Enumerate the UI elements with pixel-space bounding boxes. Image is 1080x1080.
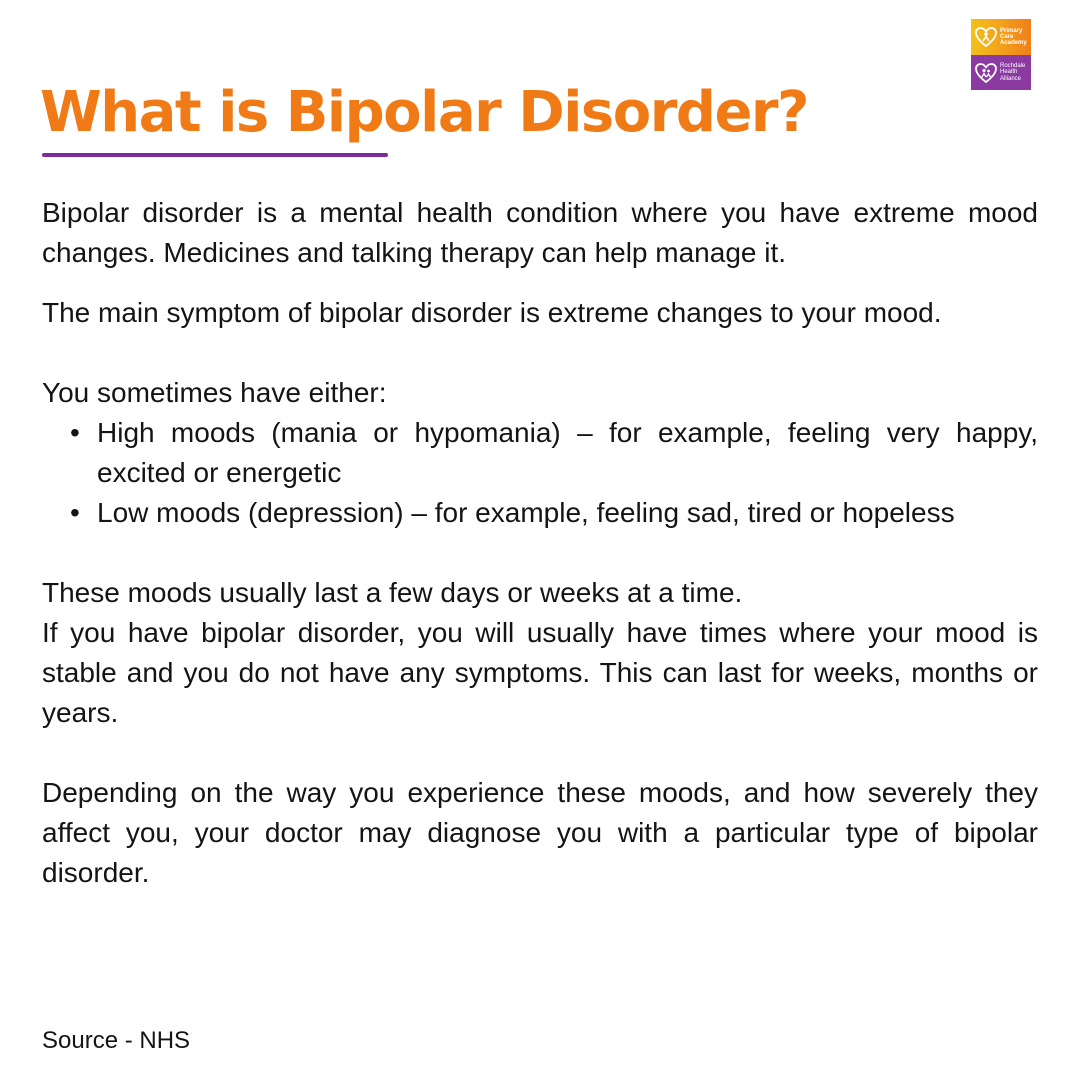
logo-text-line: Rochdale (1000, 63, 1026, 70)
list-item (42, 493, 1038, 533)
logo-text-line: Alliance (1000, 75, 1022, 82)
heart-people-icon (974, 25, 998, 49)
page-title: What is Bipolar Disorder? (40, 80, 809, 145)
list-item (42, 413, 1038, 493)
logo-text-line: Primary (1000, 27, 1023, 34)
primary-care-academy-logo (971, 19, 1031, 55)
paragraph-duration: These moods usually last a few days or weeks at a time. (42, 577, 743, 608)
paragraph-diagnosis: Depending on the way you experience these moods, and how severely they affect you, your doctor may diagnose you with a particular type of bipolar disorder. (42, 777, 1038, 888)
paragraph-either: You sometimes have either: (42, 377, 387, 408)
logo-text-line: Academy (1000, 40, 1027, 47)
paragraph-main-symptom: The main symptom of bipolar disorder is extreme changes to your mood. (42, 297, 942, 328)
paragraph-intro: Bipolar disorder is a mental health condition where you have extreme mood changes. Medicines and talking therapy can help manage it. (42, 197, 1038, 268)
list-item-text: High moods (mania or hypomania) – for example, feeling very happy, excited or energetic (97, 417, 1038, 488)
logo-text-line: Care (1000, 33, 1014, 40)
title-underline (42, 153, 388, 157)
source-credit: Source - NHS (42, 1027, 191, 1054)
bullet-dot: • (70, 497, 80, 528)
paragraph-stable-mood: If you have bipolar disorder, you will usually have times where your mood is stable and you do not have any symptoms. This can last for weeks, months or years. (42, 617, 1038, 728)
article-body (42, 193, 1038, 893)
bullet-dot: • (70, 417, 80, 448)
logo-text-line: Health (1000, 69, 1018, 76)
logo (971, 19, 1031, 90)
rochdale-health-alliance-logo (971, 55, 1031, 90)
list-item-text: Low moods (depression) – for example, feeling sad, tired or hopeless (97, 497, 955, 528)
heart-people-icon (974, 61, 998, 85)
mood-list (42, 413, 1038, 533)
